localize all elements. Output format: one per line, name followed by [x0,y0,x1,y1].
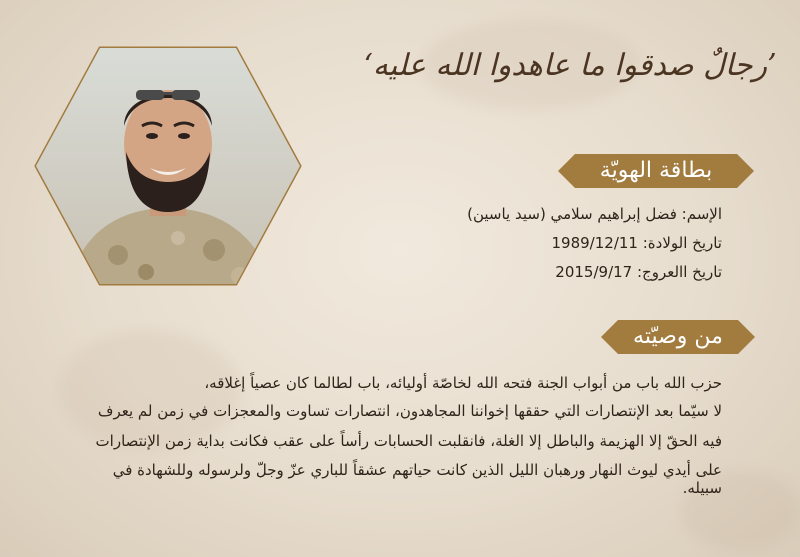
portrait-frame [28,40,308,292]
portrait-photo [28,40,308,292]
will-ribbon [618,320,738,354]
id-card-ribbon [575,154,737,188]
name-line: الإسم: فضل إبراهيم سلامي (سيد ياسين) [467,205,722,223]
will-text-line: لا سيّما بعد الإنتصارات التي حققها إخواننا المجاهدون، انتصارات تساوت والمعجزات في زمن لم يعرف [97,402,722,420]
headline-quote: ’رجالٌ صدقوا ما عاهدوا الله عليه‘ [363,48,777,83]
ascension-date-line: تاريخ االعروج: 2015/9/17 [555,263,722,281]
will-text-line: حزب الله باب من أبواب الجنة فتحه الله لخاصّة أوليائه، باب لطالما كان عصياً إغلاقه، [204,374,722,392]
birth-date-line: تاريخ الولادة: 1989/12/11 [551,234,722,252]
portrait-hexagon [28,40,308,292]
will-title: من وصيّته [633,324,723,349]
will-text-line: على أيدي ليوث النهار ورهبان الليل الذين كانت حياتهم عشقاً للباري عزّ وجلّ ولرسوله وللشهادة في سبيله. [112,461,722,497]
id-card-title: بطاقة الهويّة [599,158,713,183]
will-text-line: فيه الحقّ إلا الهزيمة والباطل إلا الغلة، فانقلبت الحسابات رأساً على عقب فكانت بداية زمن الإنتصارات [95,432,722,450]
